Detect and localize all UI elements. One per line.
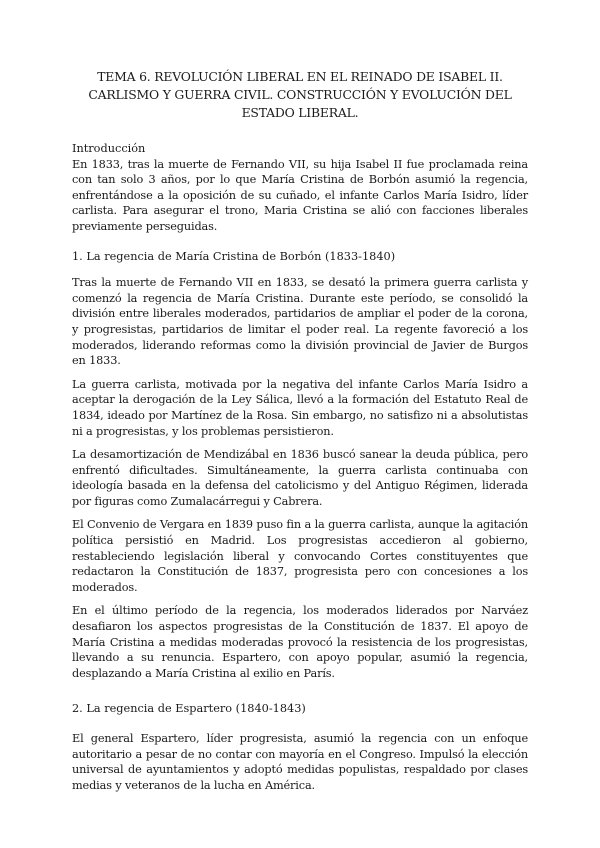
section-1-paragraph-5: En el último período de la regencia, los moderados liderados por Narváez desafiaron los aspectos progresistas de la Constitución de 1837. El apoyo de María Cristina a medidas moderadas provocó la resistencia de los progresistas, llevando a su renuncia. Espartero, con apoyo popular, asumió la regencia, desplazando a María Cristina al exilio en París. xyxy=(72,604,528,680)
title-line-2: CARLISMO Y GUERRA CIVIL. CONSTRUCCIÓN Y EVOLUCIÓN DEL xyxy=(88,87,512,102)
intro-section xyxy=(72,141,528,235)
section-1-paragraph-1: Tras la muerte de Fernando VII en 1833, se desató la primera guerra carlista y comenzó la regencia de María Cristina. Durante este período, se consolidó la división entre liberales moderados, partidarios de ampliar el poder de la corona, y progresistas, partidarios de limitar el poder real. La regente favoreció a los moderados, liderando reformas como la división provincial de Javier de Burgos en 1833. xyxy=(72,276,528,368)
section-2-heading: 2. La regencia de Espartero (1840-1843) xyxy=(72,702,306,716)
section-1 xyxy=(72,249,528,682)
document-page xyxy=(72,68,528,801)
section-1-paragraph-3: La desamortización de Mendizábal en 1836 buscó sanear la deuda pública, pero enfrentó dificultades. Simultáneamente, la guerra carlista continuaba con ideología basada en la defensa del catolicismo y del Antiguo Régimen, liderada por figuras como Zumalacárregui y Cabrera. xyxy=(72,448,528,508)
intro-paragraph: En 1833, tras la muerte de Fernando VII, su hija Isabel II fue proclamada reina con tan solo 3 años, por lo que María Cristina de Borbón asumió la regencia, enfrentándose a la oposición de su cuñado, el infante Carlos María Isidro, líder carlista. Para asegurar el trono, Maria Cristina se alió con facciones liberales previamente perseguidas. xyxy=(72,157,528,233)
section-1-paragraph-2: La guerra carlista, motivada por la negativa del infante Carlos María Isidro a aceptar la derogación de la Ley Sálica, llevó a la formación del Estatuto Real de 1834, ideado por Martínez de la Rosa. Sin embargo, no satisfizo ni a absolutistas ni a progresistas, y los problemas persistieron. xyxy=(72,377,528,438)
section-2 xyxy=(72,701,528,793)
section-1-paragraph-4: El Convenio de Vergara en 1839 puso fin a la guerra carlista, aunque la agitación política persistió en Madrid. Los progresistas accedieron al gobierno, restableciendo legislación liberal y convocando Cortes constituyentes que redactaron la Constitución de 1837, progresista pero con concesiones a los moderados. xyxy=(72,518,528,594)
title-line-3: ESTADO LIBERAL. xyxy=(241,105,359,120)
document-title xyxy=(72,68,528,122)
section-1-heading: 1. La regencia de María Cristina de Borbón (1833-1840) xyxy=(72,249,396,263)
title-line-1: TEMA 6. REVOLUCIÓN LIBERAL EN EL REINADO DE ISABEL II. xyxy=(97,69,503,84)
intro-heading: Introducción xyxy=(72,142,146,155)
section-2-paragraph-1: El general Espartero, líder progresista, asumió la regencia con un enfoque autoritario a pesar de no contar con mayoría en el Congreso. Impulsó la elección universal de ayuntamientos y adoptó medidas populistas, respaldado por clases medias y veteranos de la lucha en América. xyxy=(72,732,528,792)
